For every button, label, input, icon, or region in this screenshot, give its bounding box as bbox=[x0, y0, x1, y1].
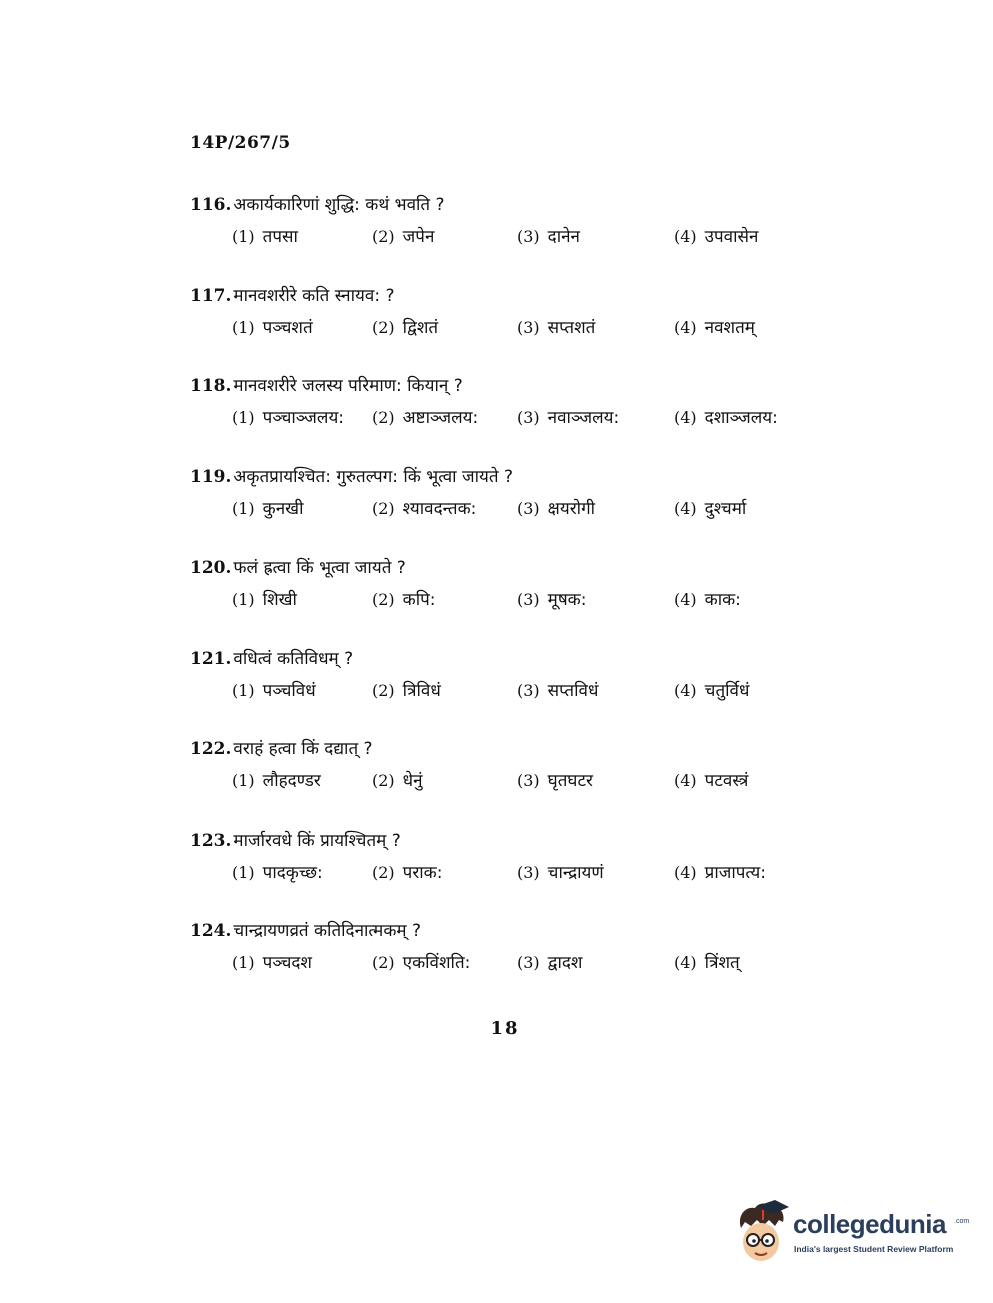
option-text: घृतघटर bbox=[547, 771, 593, 791]
question-text: अकार्यकारिणां शुद्धि: कथं भवति ? bbox=[233, 195, 445, 215]
option-text: नवशतम् bbox=[704, 318, 755, 338]
option-text: दशाञ्जलय: bbox=[704, 408, 778, 428]
option-row bbox=[232, 587, 830, 619]
option-3 bbox=[517, 768, 674, 791]
option-row bbox=[232, 315, 830, 347]
question-line bbox=[190, 828, 830, 860]
logo-domain-suffix: .com bbox=[954, 1218, 970, 1225]
question-116 bbox=[190, 192, 830, 256]
option-1 bbox=[232, 315, 372, 338]
question-text: वधित्वं कतिविधम् ? bbox=[233, 649, 354, 669]
option-4 bbox=[674, 315, 804, 338]
question-number: 124. bbox=[190, 921, 232, 941]
option-number: (1) bbox=[232, 863, 255, 882]
option-4 bbox=[674, 587, 804, 610]
option-number: (1) bbox=[232, 227, 255, 246]
option-row bbox=[232, 405, 830, 437]
option-number: (2) bbox=[372, 227, 395, 246]
question-line bbox=[190, 283, 830, 315]
option-number: (4) bbox=[674, 771, 697, 790]
question-number: 122. bbox=[190, 739, 232, 759]
option-2 bbox=[372, 496, 517, 519]
option-number: (1) bbox=[232, 408, 255, 427]
option-number: (4) bbox=[674, 318, 697, 337]
option-number: (1) bbox=[232, 953, 255, 972]
option-number: (4) bbox=[674, 953, 697, 972]
option-text: नवाञ्जलय: bbox=[547, 408, 620, 428]
logo-tagline: India's largest Student Review Platform bbox=[794, 1244, 954, 1254]
option-text: जपेन bbox=[402, 227, 435, 247]
option-3 bbox=[517, 405, 674, 428]
option-text: तपसा bbox=[262, 227, 298, 247]
option-text: धेनुं bbox=[402, 771, 423, 791]
question-text: मानवशरीरे जलस्य परिमाण: कियान् ? bbox=[233, 376, 463, 396]
option-text: दानेन bbox=[547, 227, 580, 247]
option-number: (3) bbox=[517, 771, 540, 790]
option-number: (4) bbox=[674, 408, 697, 427]
option-text: श्यावदन्तक: bbox=[402, 499, 477, 519]
option-text: कपि: bbox=[402, 590, 436, 610]
option-3 bbox=[517, 496, 674, 519]
option-4 bbox=[674, 950, 804, 973]
question-text: चान्द्रायणव्रतं कतिदिनात्मकम् ? bbox=[233, 921, 421, 941]
question-117 bbox=[190, 283, 830, 347]
exam-code: 14P/267/5 bbox=[190, 133, 291, 153]
option-3 bbox=[517, 678, 674, 701]
question-number: 119. bbox=[190, 467, 232, 487]
option-row bbox=[232, 860, 830, 892]
option-1 bbox=[232, 678, 372, 701]
option-number: (3) bbox=[517, 681, 540, 700]
option-2 bbox=[372, 315, 517, 338]
question-number: 118. bbox=[190, 376, 232, 396]
option-text: क्षयरोगी bbox=[547, 499, 596, 519]
option-text: पञ्चशतं bbox=[262, 318, 313, 338]
option-row bbox=[232, 496, 830, 528]
option-text: कुनखी bbox=[262, 499, 304, 519]
option-number: (4) bbox=[674, 590, 697, 609]
option-number: (2) bbox=[372, 499, 395, 518]
option-number: (1) bbox=[232, 771, 255, 790]
option-text: शिखी bbox=[262, 590, 297, 610]
option-number: (2) bbox=[372, 408, 395, 427]
question-119 bbox=[190, 464, 830, 528]
option-number: (2) bbox=[372, 953, 395, 972]
option-text: दुश्चर्मा bbox=[704, 499, 747, 519]
question-text: मानवशरीरे कति स्नायव: ? bbox=[233, 286, 395, 306]
option-text: सप्तविधं bbox=[547, 681, 599, 701]
option-3 bbox=[517, 315, 674, 338]
option-2 bbox=[372, 768, 517, 791]
option-text: द्वादश bbox=[547, 953, 583, 973]
option-3 bbox=[517, 860, 674, 883]
question-number: 121. bbox=[190, 649, 232, 669]
option-1 bbox=[232, 224, 372, 247]
question-line bbox=[190, 918, 830, 950]
option-row bbox=[232, 678, 830, 710]
option-number: (4) bbox=[674, 681, 697, 700]
question-line bbox=[190, 736, 830, 768]
option-number: (4) bbox=[674, 863, 697, 882]
option-text: अष्टाञ्जलय: bbox=[402, 408, 479, 428]
mascot-icon bbox=[733, 1198, 789, 1266]
option-1 bbox=[232, 587, 372, 610]
option-text: चान्द्रायणं bbox=[547, 863, 604, 883]
option-text: पटवस्त्रं bbox=[704, 771, 749, 791]
option-3 bbox=[517, 587, 674, 610]
option-number: (2) bbox=[372, 318, 395, 337]
question-123 bbox=[190, 828, 830, 892]
question-124 bbox=[190, 918, 830, 982]
option-3 bbox=[517, 950, 674, 973]
option-number: (3) bbox=[517, 953, 540, 972]
option-number: (2) bbox=[372, 681, 395, 700]
option-number: (2) bbox=[372, 863, 395, 882]
question-number: 120. bbox=[190, 558, 232, 578]
option-number: (4) bbox=[674, 499, 697, 518]
option-number: (3) bbox=[517, 227, 540, 246]
question-121 bbox=[190, 646, 830, 710]
question-number: 117. bbox=[190, 286, 232, 306]
option-number: (2) bbox=[372, 771, 395, 790]
option-2 bbox=[372, 950, 517, 973]
option-number: (3) bbox=[517, 863, 540, 882]
question-line bbox=[190, 464, 830, 496]
question-text: अकृतप्रायश्चित: गुरुतल्पग: किं भूत्वा जायते ? bbox=[233, 467, 513, 487]
option-4 bbox=[674, 768, 804, 791]
option-number: (1) bbox=[232, 681, 255, 700]
option-number: (3) bbox=[517, 499, 540, 518]
option-1 bbox=[232, 768, 372, 791]
option-text: पञ्चविधं bbox=[262, 681, 316, 701]
question-122 bbox=[190, 736, 830, 800]
question-number: 123. bbox=[190, 831, 232, 851]
option-text: प्राजापत्य: bbox=[704, 863, 766, 883]
option-1 bbox=[232, 496, 372, 519]
option-2 bbox=[372, 678, 517, 701]
question-text: फलं ह्रत्वा किं भूत्वा जायते ? bbox=[233, 558, 406, 578]
option-1 bbox=[232, 860, 372, 883]
option-row bbox=[232, 224, 830, 256]
option-4 bbox=[674, 678, 804, 701]
question-line bbox=[190, 192, 830, 224]
option-text: एकविंशति: bbox=[402, 953, 471, 973]
option-2 bbox=[372, 587, 517, 610]
option-number: (2) bbox=[372, 590, 395, 609]
option-number: (3) bbox=[517, 590, 540, 609]
logo-wordmark: collegedunia bbox=[793, 1209, 946, 1239]
option-row bbox=[232, 950, 830, 982]
question-line bbox=[190, 373, 830, 405]
question-118 bbox=[190, 373, 830, 437]
option-2 bbox=[372, 860, 517, 883]
question-line bbox=[190, 555, 830, 587]
option-number: (1) bbox=[232, 499, 255, 518]
option-1 bbox=[232, 405, 372, 428]
option-text: पञ्चदश bbox=[262, 953, 312, 973]
option-text: द्विशतं bbox=[402, 318, 439, 338]
option-number: (3) bbox=[517, 318, 540, 337]
question-number: 116. bbox=[190, 195, 232, 215]
option-text: मूषक: bbox=[547, 590, 587, 610]
option-number: (4) bbox=[674, 227, 697, 246]
option-3 bbox=[517, 224, 674, 247]
option-text: त्रिंशत् bbox=[704, 953, 740, 973]
option-text: सप्तशतं bbox=[547, 318, 596, 338]
question-text: वराहं हत्वा किं दद्यात् ? bbox=[233, 739, 373, 759]
option-text: काक: bbox=[704, 590, 741, 610]
option-number: (1) bbox=[232, 318, 255, 337]
option-text: त्रिविधं bbox=[402, 681, 441, 701]
option-text: पादकृच्छ: bbox=[262, 863, 323, 883]
option-2 bbox=[372, 224, 517, 247]
option-text: चतुर्विधं bbox=[704, 681, 750, 701]
option-row bbox=[232, 768, 830, 800]
option-4 bbox=[674, 405, 804, 428]
question-line bbox=[190, 646, 830, 678]
option-text: पराक: bbox=[402, 863, 443, 883]
option-text: पञ्चाञ्जलय: bbox=[262, 408, 345, 428]
option-2 bbox=[372, 405, 517, 428]
option-1 bbox=[232, 950, 372, 973]
option-number: (3) bbox=[517, 408, 540, 427]
option-text: लौहदण्डर bbox=[262, 771, 321, 791]
option-text: उपवासेन bbox=[704, 227, 759, 247]
option-4 bbox=[674, 224, 804, 247]
page-number: 18 bbox=[490, 1018, 520, 1039]
option-number: (1) bbox=[232, 590, 255, 609]
option-4 bbox=[674, 860, 804, 883]
question-text: मार्जारवधे किं प्रायश्चितम् ? bbox=[233, 831, 401, 851]
collegedunia-logo[interactable] bbox=[733, 1198, 970, 1266]
option-4 bbox=[674, 496, 804, 519]
question-120 bbox=[190, 555, 830, 619]
